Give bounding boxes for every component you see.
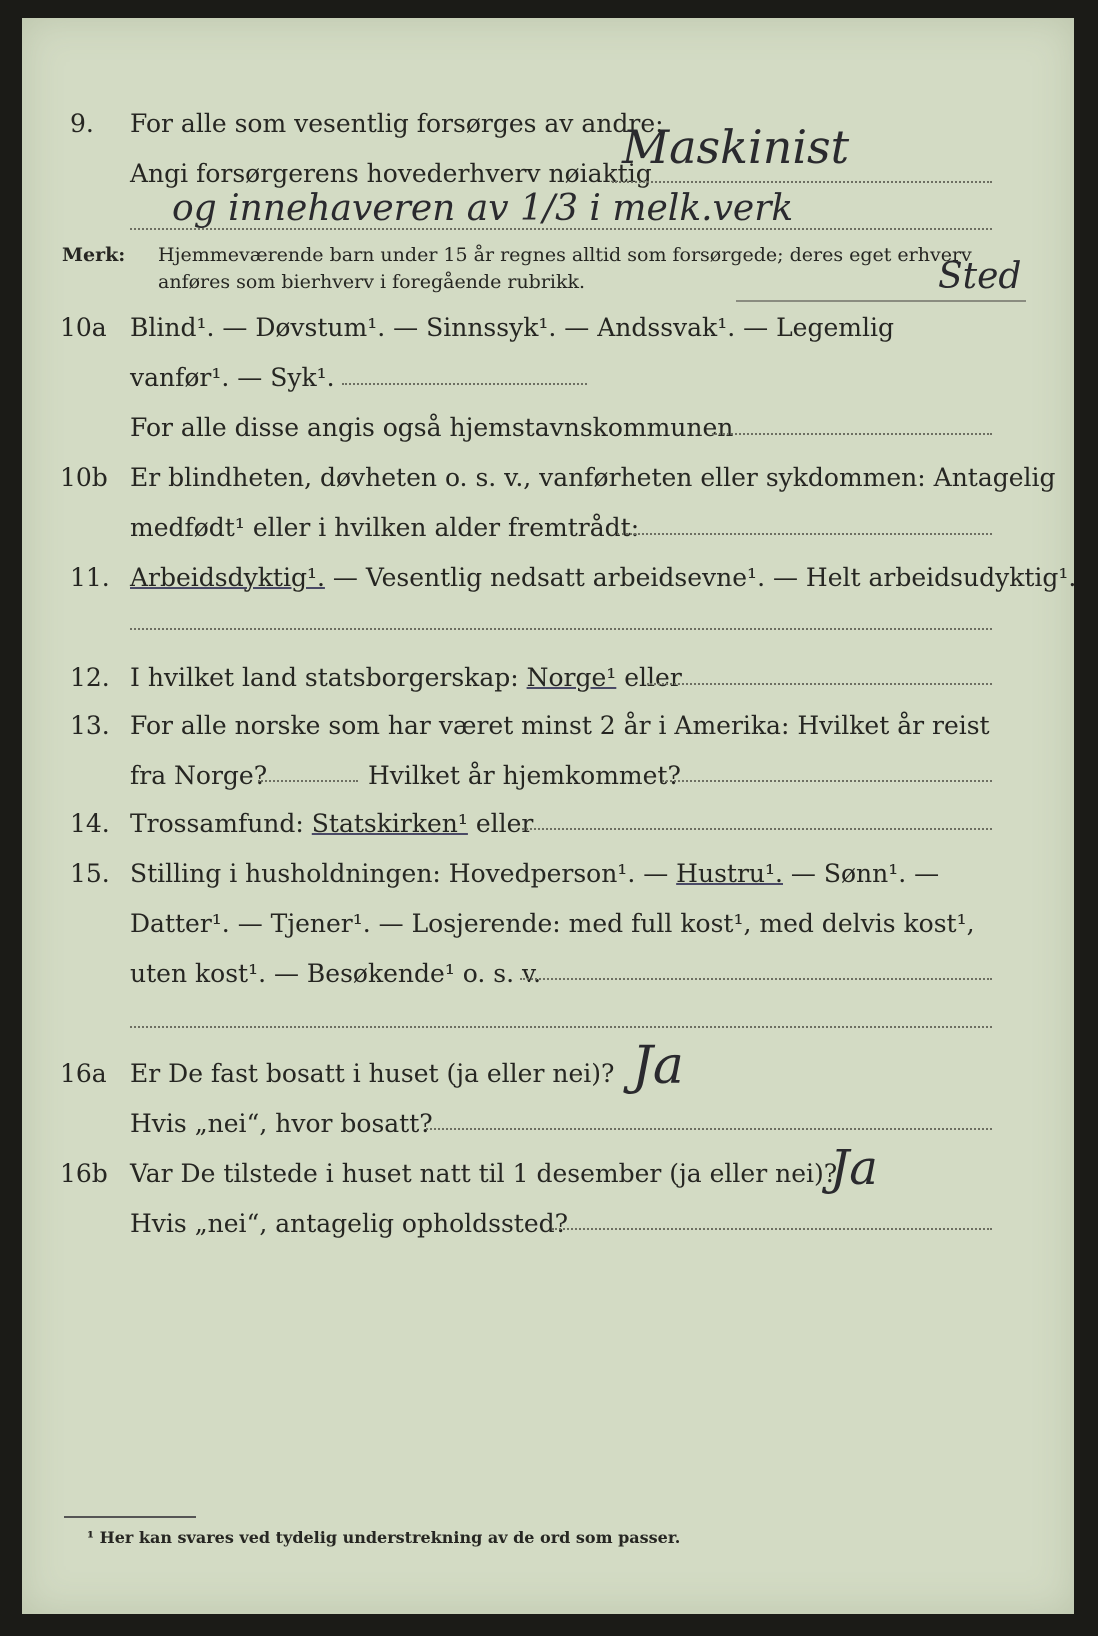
q9-handwritten-place: Sted (938, 256, 1022, 297)
q10a-row3 (22, 408, 1074, 448)
q15-text-3: uten kost¹. — Besøkende¹ o. s. v. (130, 959, 542, 988)
merk-rule (736, 300, 1026, 302)
q9-text-2: Angi forsørgerens hovederhverv nøiaktig (130, 159, 652, 188)
q15-fill-line-2 (130, 1026, 992, 1028)
q10a-text-3: For alle disse angis også hjemstavnskommunen (130, 413, 734, 442)
q16b-row1 (22, 1154, 1074, 1194)
q16a-row1 (22, 1054, 1074, 1094)
q16b-handwritten-answer: Ja (830, 1140, 878, 1196)
q11-text-rest: — Vesentlig nedsatt arbeidsevne¹. — Helt arbeidsudyktig¹. (324, 563, 1077, 592)
q13-fill-line-2 (662, 780, 992, 782)
q14-text (130, 804, 533, 844)
q14-row (22, 804, 1074, 844)
q15-row2 (22, 904, 1074, 944)
q16a-text-2: Hvis „nei“, hvor bosatt? (130, 1109, 433, 1138)
q13-row2 (22, 756, 1074, 796)
q9-text-1: For alle som vesentlig forsørges av andre: (130, 109, 664, 138)
q16b-number: 16b (60, 1159, 108, 1188)
q10b-row2 (22, 508, 1074, 548)
q10b-number: 10b (60, 463, 108, 492)
q10b-text-2: medfødt¹ eller i hvilken alder fremtrådt: (130, 513, 640, 542)
q11-number: 11. (70, 563, 110, 592)
q14-text-pre: Trossamfund: (130, 809, 312, 838)
q15-row1 (22, 854, 1074, 894)
q10b-row1 (22, 458, 1074, 498)
q9-fill-line-2 (130, 228, 992, 230)
q13-text-2b: Hvilket år hjemkommet? (368, 761, 681, 790)
q15-text-1a: Stilling i husholdningen: Hovedperson¹. — (130, 859, 677, 888)
q14-underlined-answer: Statskirken¹ (311, 809, 468, 838)
q16a-handwritten-answer: Ja (632, 1036, 684, 1096)
q9-handwritten-occupation: Maskinist (622, 120, 850, 174)
q15-text-1b: — Sønn¹. — (782, 859, 940, 888)
q12-text (130, 658, 682, 698)
q12-text-pre: I hvilket land statsborgerskap: (130, 663, 527, 692)
q10a-row2 (22, 358, 1074, 398)
q14-fill-line (522, 828, 992, 830)
q11-underlined-answer: Arbeidsdyktig¹. (130, 563, 325, 592)
q15-row3 (22, 954, 1074, 994)
q10a-fill-line-2 (712, 433, 992, 435)
q9-handwritten-detail: og innehaveren av 1/3 i melk.verk (172, 188, 794, 229)
q10a-fill-line-1 (342, 383, 587, 385)
q10a-text-2: vanfør¹. — Syk¹. (130, 363, 335, 392)
merk-label: Merk: (62, 244, 126, 266)
q12-row (22, 658, 1074, 698)
q12-text-post: eller (616, 663, 682, 692)
q12-underlined-answer: Norge¹ (526, 663, 617, 692)
q16a-row2 (22, 1104, 1074, 1144)
q15-fill-line-1 (520, 978, 992, 980)
q14-number: 14. (70, 809, 110, 838)
q15-underlined-answer: Hustru¹. (676, 859, 783, 888)
q16a-fill-line (426, 1128, 992, 1130)
q12-number: 12. (70, 663, 110, 692)
footnote-rule (64, 1516, 196, 1518)
q16b-text-2: Hvis „nei“, antagelig opholdssted? (130, 1209, 569, 1238)
q9-row1 (22, 104, 1074, 144)
q9-number: 9. (70, 109, 94, 138)
q10a-row1 (22, 308, 1074, 348)
q16b-fill-line (552, 1228, 992, 1230)
q15-number: 15. (70, 859, 110, 888)
q11-text (130, 558, 1076, 598)
q16a-text-1: Er De fast bosatt i huset (ja eller nei)? (130, 1059, 615, 1088)
q10a-number: 10a (60, 313, 107, 342)
merk-text-1: Hjemmeværende barn under 15 år regnes alltid som forsørgede; deres eget erhverv (158, 244, 972, 266)
merk-text-2: anføres som bierhverv i foregående rubrikk. (158, 271, 586, 293)
q15-text-2: Datter¹. — Tjener¹. — Losjerende: med full kost¹, med delvis kost¹, (130, 909, 975, 938)
q10b-text-1: Er blindheten, døvheten o. s. v., vanførheten eller sykdommen: Antagelig (130, 463, 1056, 492)
q14-text-post: eller (467, 809, 534, 838)
q11-fill-line (130, 628, 992, 630)
q13-fill-line-1 (258, 780, 358, 782)
footnote: ¹ Her kan svares ved tydelig understrekning av de ord som passer. (87, 1528, 681, 1547)
q16b-row2 (22, 1204, 1074, 1244)
q10a-text-1: Blind¹. — Døvstum¹. — Sinnssyk¹. — Andssvak¹. — Legemlig (130, 313, 894, 342)
q13-text-1: For alle norske som har været minst 2 år i Amerika: Hvilket år reist (130, 711, 990, 740)
q13-number: 13. (70, 711, 110, 740)
q10b-fill-line (617, 533, 992, 535)
q13-text-2a: fra Norge? (130, 761, 268, 790)
q12-fill-line (647, 683, 992, 685)
q13-row1 (22, 706, 1074, 746)
q9-fill-line-1 (612, 181, 992, 183)
q15-text-1 (130, 854, 939, 894)
census-form-page (22, 18, 1077, 1614)
q16a-number: 16a (60, 1059, 107, 1088)
q11-row (22, 558, 1077, 598)
q16b-text-1: Var De tilstede i huset natt til 1 desember (ja eller nei)? (130, 1159, 838, 1188)
